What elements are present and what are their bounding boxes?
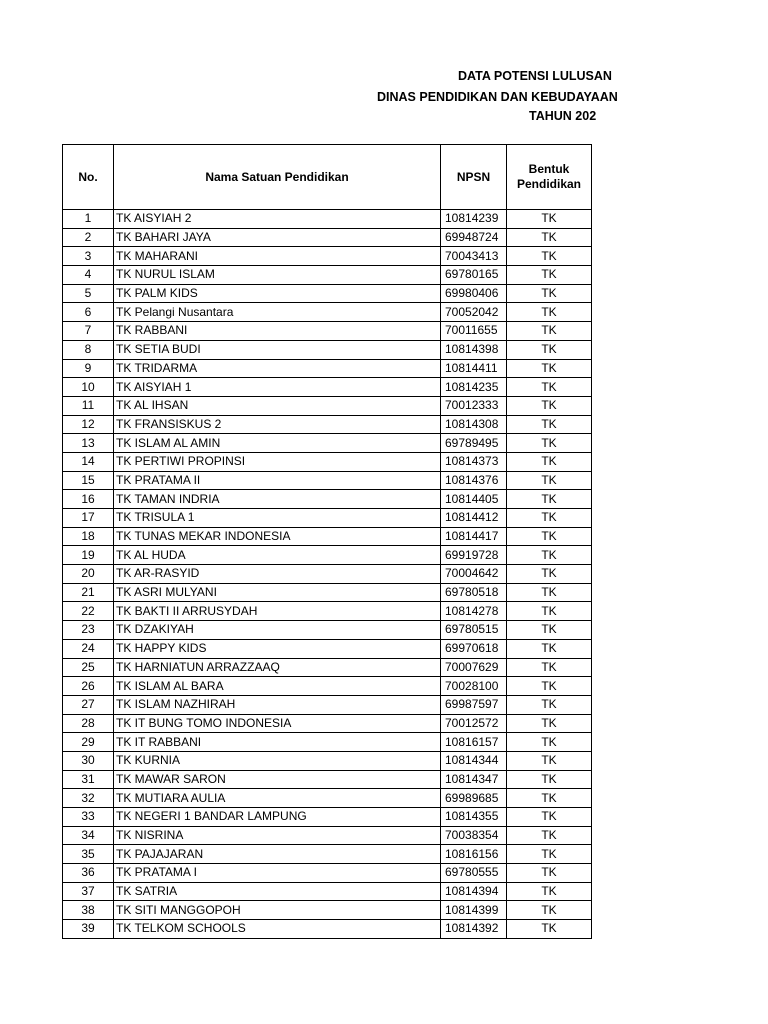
cell-bentuk: TK (507, 415, 592, 434)
cell-name: TK IT RABBANI (114, 733, 441, 752)
cell-bentuk: TK (507, 602, 592, 621)
cell-name: TK ASRI MULYANI (114, 583, 441, 602)
cell-npsn: 69987597 (441, 695, 507, 714)
cell-bentuk: TK (507, 228, 592, 247)
cell-npsn: 10814394 (441, 882, 507, 901)
cell-bentuk: TK (507, 845, 592, 864)
cell-npsn: 10816156 (441, 845, 507, 864)
document-title: DATA POTENSI LULUSAN (458, 69, 612, 83)
cell-npsn: 70043413 (441, 247, 507, 266)
cell-name: TK DZAKIYAH (114, 621, 441, 640)
cell-npsn: 10816157 (441, 733, 507, 752)
cell-no: 13 (63, 434, 114, 453)
cell-npsn: 70052042 (441, 303, 507, 322)
column-header-no: No. (63, 145, 114, 210)
cell-name: TK NEGERI 1 BANDAR LAMPUNG (114, 808, 441, 827)
table-row (63, 359, 592, 378)
cell-name: TK TRIDARMA (114, 359, 441, 378)
table-row (63, 303, 592, 322)
cell-no: 5 (63, 284, 114, 303)
cell-npsn: 70011655 (441, 322, 507, 341)
table-row (63, 266, 592, 285)
table-row (63, 826, 592, 845)
cell-npsn: 10814278 (441, 602, 507, 621)
column-header-bentuk-line2: Pendidikan (516, 177, 581, 191)
cell-bentuk: TK (507, 322, 592, 341)
cell-name: TK AISYIAH 1 (114, 378, 441, 397)
cell-no: 38 (63, 901, 114, 920)
table-row (63, 434, 592, 453)
table-row (63, 677, 592, 696)
cell-name: TK MUTIARA AULIA (114, 789, 441, 808)
table-row (63, 247, 592, 266)
cell-bentuk: TK (507, 658, 592, 677)
cell-no: 7 (63, 322, 114, 341)
cell-bentuk: TK (507, 471, 592, 490)
cell-bentuk: TK (507, 359, 592, 378)
table-row (63, 695, 592, 714)
cell-name: TK TUNAS MEKAR INDONESIA (114, 527, 441, 546)
column-header-npsn: NPSN (441, 145, 507, 210)
cell-bentuk: TK (507, 789, 592, 808)
cell-bentuk: TK (507, 434, 592, 453)
cell-no: 26 (63, 677, 114, 696)
cell-no: 39 (63, 920, 114, 939)
cell-no: 21 (63, 583, 114, 602)
table-header-row (63, 145, 592, 210)
table-row (63, 789, 592, 808)
cell-name: TK HARNIATUN ARRAZZAAQ (114, 658, 441, 677)
cell-npsn: 10814239 (441, 210, 507, 229)
cell-npsn: 69948724 (441, 228, 507, 247)
cell-bentuk: TK (507, 247, 592, 266)
cell-npsn: 70028100 (441, 677, 507, 696)
table-row (63, 864, 592, 883)
cell-no: 9 (63, 359, 114, 378)
cell-bentuk: TK (507, 714, 592, 733)
cell-bentuk: TK (507, 303, 592, 322)
cell-no: 30 (63, 751, 114, 770)
cell-no: 33 (63, 808, 114, 827)
cell-npsn: 10814417 (441, 527, 507, 546)
table-row (63, 228, 592, 247)
cell-bentuk: TK (507, 882, 592, 901)
cell-npsn: 10814412 (441, 509, 507, 528)
table-row (63, 378, 592, 397)
cell-name: TK HAPPY KIDS (114, 639, 441, 658)
table-row (63, 452, 592, 471)
table-row (63, 527, 592, 546)
cell-bentuk: TK (507, 396, 592, 415)
cell-name: TK NISRINA (114, 826, 441, 845)
cell-npsn: 69970618 (441, 639, 507, 658)
cell-npsn: 70012572 (441, 714, 507, 733)
table-row (63, 658, 592, 677)
table-row (63, 210, 592, 229)
cell-name: TK PRATAMA II (114, 471, 441, 490)
cell-npsn: 10814392 (441, 920, 507, 939)
cell-npsn: 69789495 (441, 434, 507, 453)
cell-bentuk: TK (507, 490, 592, 509)
cell-npsn: 69919728 (441, 546, 507, 565)
cell-name: TK AR-RASYID (114, 565, 441, 584)
table-row (63, 882, 592, 901)
cell-npsn: 69780555 (441, 864, 507, 883)
table-row (63, 340, 592, 359)
cell-npsn: 70012333 (441, 396, 507, 415)
cell-name: TK TELKOM SCHOOLS (114, 920, 441, 939)
cell-no: 15 (63, 471, 114, 490)
cell-name: TK AL IHSAN (114, 396, 441, 415)
cell-no: 20 (63, 565, 114, 584)
cell-name: TK SATRIA (114, 882, 441, 901)
cell-bentuk: TK (507, 266, 592, 285)
table-row (63, 509, 592, 528)
table-row (63, 284, 592, 303)
cell-bentuk: TK (507, 770, 592, 789)
cell-no: 24 (63, 639, 114, 658)
cell-no: 1 (63, 210, 114, 229)
table-row (63, 602, 592, 621)
cell-bentuk: TK (507, 826, 592, 845)
cell-no: 37 (63, 882, 114, 901)
cell-no: 22 (63, 602, 114, 621)
table-body (63, 210, 592, 939)
cell-bentuk: TK (507, 621, 592, 640)
cell-npsn: 69780165 (441, 266, 507, 285)
cell-no: 14 (63, 452, 114, 471)
cell-npsn: 69989685 (441, 789, 507, 808)
cell-no: 2 (63, 228, 114, 247)
document-year: TAHUN 202 (529, 109, 597, 123)
cell-bentuk: TK (507, 751, 592, 770)
column-header-name: Nama Satuan Pendidikan (114, 145, 441, 210)
cell-name: TK PRATAMA I (114, 864, 441, 883)
cell-bentuk: TK (507, 527, 592, 546)
table-row (63, 415, 592, 434)
cell-no: 23 (63, 621, 114, 640)
table-row (63, 639, 592, 658)
cell-bentuk: TK (507, 340, 592, 359)
table-row (63, 583, 592, 602)
cell-no: 19 (63, 546, 114, 565)
cell-bentuk: TK (507, 695, 592, 714)
cell-no: 31 (63, 770, 114, 789)
cell-no: 36 (63, 864, 114, 883)
cell-bentuk: TK (507, 864, 592, 883)
cell-name: TK RABBANI (114, 322, 441, 341)
cell-npsn: 10814235 (441, 378, 507, 397)
table-row (63, 733, 592, 752)
table-row (63, 565, 592, 584)
table-row (63, 845, 592, 864)
cell-no: 10 (63, 378, 114, 397)
cell-name: TK ISLAM AL AMIN (114, 434, 441, 453)
column-header-bentuk (507, 145, 592, 210)
cell-name: TK ISLAM AL BARA (114, 677, 441, 696)
table-row (63, 901, 592, 920)
cell-bentuk: TK (507, 452, 592, 471)
table-row (63, 920, 592, 939)
cell-no: 35 (63, 845, 114, 864)
cell-bentuk: TK (507, 808, 592, 827)
table-row (63, 621, 592, 640)
cell-name: TK FRANSISKUS 2 (114, 415, 441, 434)
cell-name: TK PAJAJARAN (114, 845, 441, 864)
cell-npsn: 10814308 (441, 415, 507, 434)
cell-no: 8 (63, 340, 114, 359)
cell-name: TK NURUL ISLAM (114, 266, 441, 285)
cell-bentuk: TK (507, 284, 592, 303)
cell-no: 28 (63, 714, 114, 733)
cell-npsn: 10814405 (441, 490, 507, 509)
cell-no: 12 (63, 415, 114, 434)
cell-bentuk: TK (507, 901, 592, 920)
cell-name: TK AISYIAH 2 (114, 210, 441, 229)
table-row (63, 770, 592, 789)
cell-no: 32 (63, 789, 114, 808)
cell-bentuk: TK (507, 733, 592, 752)
cell-name: TK SITI MANGGOPOH (114, 901, 441, 920)
cell-npsn: 70004642 (441, 565, 507, 584)
cell-no: 11 (63, 396, 114, 415)
cell-no: 3 (63, 247, 114, 266)
cell-name: TK MAWAR SARON (114, 770, 441, 789)
cell-bentuk: TK (507, 583, 592, 602)
cell-npsn: 69780515 (441, 621, 507, 640)
cell-bentuk: TK (507, 920, 592, 939)
cell-npsn: 69980406 (441, 284, 507, 303)
cell-name: TK TRISULA 1 (114, 509, 441, 528)
cell-name: TK PALM KIDS (114, 284, 441, 303)
table-row (63, 490, 592, 509)
cell-name: TK ISLAM NAZHIRAH (114, 695, 441, 714)
cell-no: 27 (63, 695, 114, 714)
cell-name: TK MAHARANI (114, 247, 441, 266)
cell-npsn: 10814398 (441, 340, 507, 359)
cell-npsn: 10814399 (441, 901, 507, 920)
cell-bentuk: TK (507, 210, 592, 229)
cell-npsn: 70007629 (441, 658, 507, 677)
table-row (63, 471, 592, 490)
cell-bentuk: TK (507, 378, 592, 397)
table-row (63, 751, 592, 770)
cell-no: 17 (63, 509, 114, 528)
document-subtitle: DINAS PENDIDIKAN DAN KEBUDAYAAN (377, 90, 618, 104)
cell-no: 6 (63, 303, 114, 322)
table-row (63, 396, 592, 415)
cell-name: TK IT BUNG TOMO INDONESIA (114, 714, 441, 733)
cell-no: 18 (63, 527, 114, 546)
cell-no: 29 (63, 733, 114, 752)
cell-name: TK BAHARI JAYA (114, 228, 441, 247)
cell-npsn: 69780518 (441, 583, 507, 602)
cell-bentuk: TK (507, 677, 592, 696)
cell-no: 16 (63, 490, 114, 509)
cell-name: TK AL HUDA (114, 546, 441, 565)
table-row (63, 808, 592, 827)
cell-npsn: 10814373 (441, 452, 507, 471)
cell-bentuk: TK (507, 565, 592, 584)
cell-no: 34 (63, 826, 114, 845)
cell-bentuk: TK (507, 509, 592, 528)
cell-npsn: 70038354 (441, 826, 507, 845)
cell-bentuk: TK (507, 639, 592, 658)
cell-no: 25 (63, 658, 114, 677)
school-data-table (62, 144, 592, 939)
cell-bentuk: TK (507, 546, 592, 565)
cell-npsn: 10814344 (441, 751, 507, 770)
cell-name: TK KURNIA (114, 751, 441, 770)
cell-npsn: 10814411 (441, 359, 507, 378)
cell-npsn: 10814376 (441, 471, 507, 490)
table-row (63, 546, 592, 565)
table-row (63, 714, 592, 733)
cell-npsn: 10814347 (441, 770, 507, 789)
cell-name: TK BAKTI II ARRUSYDAH (114, 602, 441, 621)
cell-name: TK PERTIWI PROPINSI (114, 452, 441, 471)
table-row (63, 322, 592, 341)
cell-npsn: 10814355 (441, 808, 507, 827)
cell-name: TK TAMAN INDRIA (114, 490, 441, 509)
cell-no: 4 (63, 266, 114, 285)
column-header-bentuk-line1: Bentuk (528, 162, 570, 176)
cell-name: TK SETIA BUDI (114, 340, 441, 359)
cell-name: TK Pelangi Nusantara (114, 303, 441, 322)
